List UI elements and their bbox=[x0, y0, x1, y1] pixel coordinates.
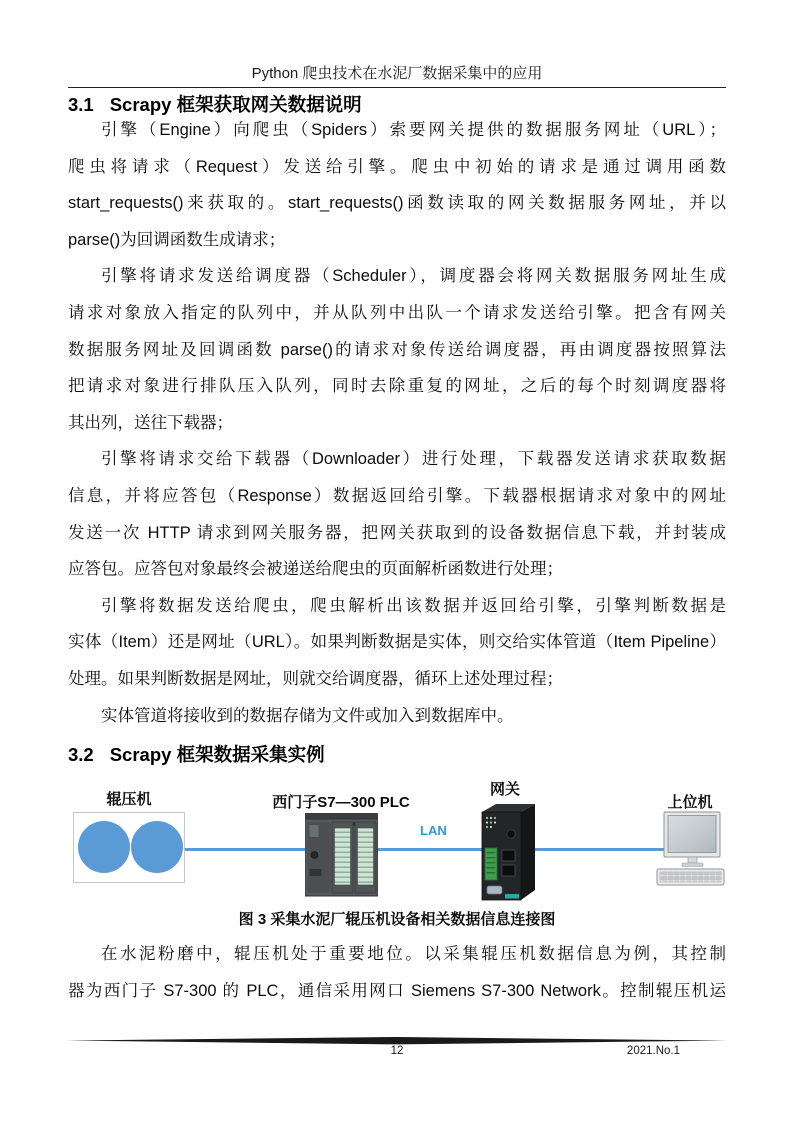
page-footer bbox=[68, 1045, 726, 1063]
paragraph-line: 爬虫将请求（Request）发送给引擎。爬虫中初始的请求是通过调用函数 bbox=[68, 157, 726, 176]
paragraph-line: 把请求对象进行排队压入队列，同时去除重复的网址，之后的每个时刻调度器将 bbox=[68, 377, 726, 396]
paragraph-line: start_requests()来获取的。start_requests()函数读取的网关数据服务网址，并以 bbox=[68, 194, 726, 213]
section-title: Scrapy 框架获取网关数据说明 bbox=[109, 94, 362, 115]
connection-line bbox=[535, 848, 664, 851]
paragraph-line: 发送一次 HTTP 请求到网关服务器，把网关获取到的设备数据信息下载，并封装成 bbox=[68, 523, 726, 542]
roller-press-label: 辊压机 bbox=[106, 791, 152, 808]
lan-connection-line bbox=[378, 848, 482, 851]
paragraph-line: 请求对象放入指定的队列中，并从队列中出队一个请求发送给引擎。把含有网关 bbox=[68, 303, 726, 322]
paragraph-line: 信息，并将应答包（Response）数据返回给引擎。下载器根据请求对象中的网址 bbox=[68, 486, 726, 505]
paragraph-line: 引擎（Engine）向爬虫（Spiders）索要网关提供的数据服务网址（URL）； bbox=[101, 121, 726, 139]
footer-rule bbox=[66, 1037, 728, 1045]
lan-label: LAN bbox=[420, 823, 447, 838]
issue-label: 2021.No.1 bbox=[626, 1045, 680, 1057]
gateway-icon bbox=[480, 802, 537, 907]
paragraph-line: parse()为回调函数生成请求； bbox=[68, 230, 286, 249]
paragraph-line: 处理。如果判断数据是网址，则就交给调度器，循环上述处理过程； bbox=[68, 669, 563, 688]
plc-icon bbox=[305, 813, 378, 905]
header-rule bbox=[68, 87, 726, 88]
section-3-1-body bbox=[68, 112, 726, 734]
host-computer-icon bbox=[656, 811, 726, 898]
section-title: Scrapy 框架数据采集实例 bbox=[109, 744, 325, 765]
paragraph-line: 引擎将请求发送给调度器（Scheduler），调度器会将网关数据服务网址生成 bbox=[101, 267, 726, 286]
connection-line bbox=[185, 848, 305, 851]
paragraph-line: 在水泥粉磨中，辊压机处于重要地位。以采集辊压机数据信息为例，其控制 bbox=[101, 945, 726, 963]
paragraph-line: 引擎将数据发送给爬虫，爬虫解析出该数据并返回给引擎，引擎判断数据是 bbox=[101, 596, 726, 615]
section-number: 3.2 bbox=[68, 744, 94, 765]
figure-caption: 图 3 采集水泥厂辊压机设备相关数据信息连接图 bbox=[238, 911, 556, 928]
plc-label: 西门子S7—300 PLC bbox=[272, 794, 410, 811]
gateway-label: 网关 bbox=[489, 781, 521, 798]
figure-3-diagram bbox=[68, 775, 726, 910]
paragraph-line: 器为西门子 S7-300 的 PLC，通信采用网口 Siemens S7-300 Network。控制辊压机运 bbox=[68, 981, 726, 1000]
paragraph-line: 实体（Item）还是网址（URL）。如果判断数据是实体，则交给实体管道（Item Pipeline） bbox=[68, 633, 726, 652]
section-number: 3.1 bbox=[68, 94, 94, 115]
roller-circle bbox=[131, 821, 183, 873]
roller-circle bbox=[78, 821, 130, 873]
section-heading-3-2 bbox=[68, 741, 726, 767]
paragraph-line: 引擎将请求交给下载器（Downloader）进行处理，下载器发送请求获取数据 bbox=[101, 450, 726, 469]
host-computer-label: 上位机 bbox=[667, 794, 713, 811]
paragraph-line: 应答包。应答包对象最终会被递送给爬虫的页面解析函数进行处理； bbox=[68, 560, 563, 579]
running-header: Python 爬虫技术在水泥厂数据采集中的应用 bbox=[251, 65, 543, 82]
paragraph-line: 其出列，送往下载器； bbox=[68, 413, 233, 432]
paragraph-line: 实体管道将接收到的数据存储为文件或加入到数据库中。 bbox=[101, 706, 514, 725]
page-number: 12 bbox=[390, 1045, 404, 1057]
section-3-2-body bbox=[68, 936, 726, 1009]
roller-press-icon bbox=[73, 812, 185, 883]
paragraph-line: 数据服务网址及回调函数 parse()的请求对象传送给调度器，再由调度器按照算法 bbox=[68, 340, 726, 359]
